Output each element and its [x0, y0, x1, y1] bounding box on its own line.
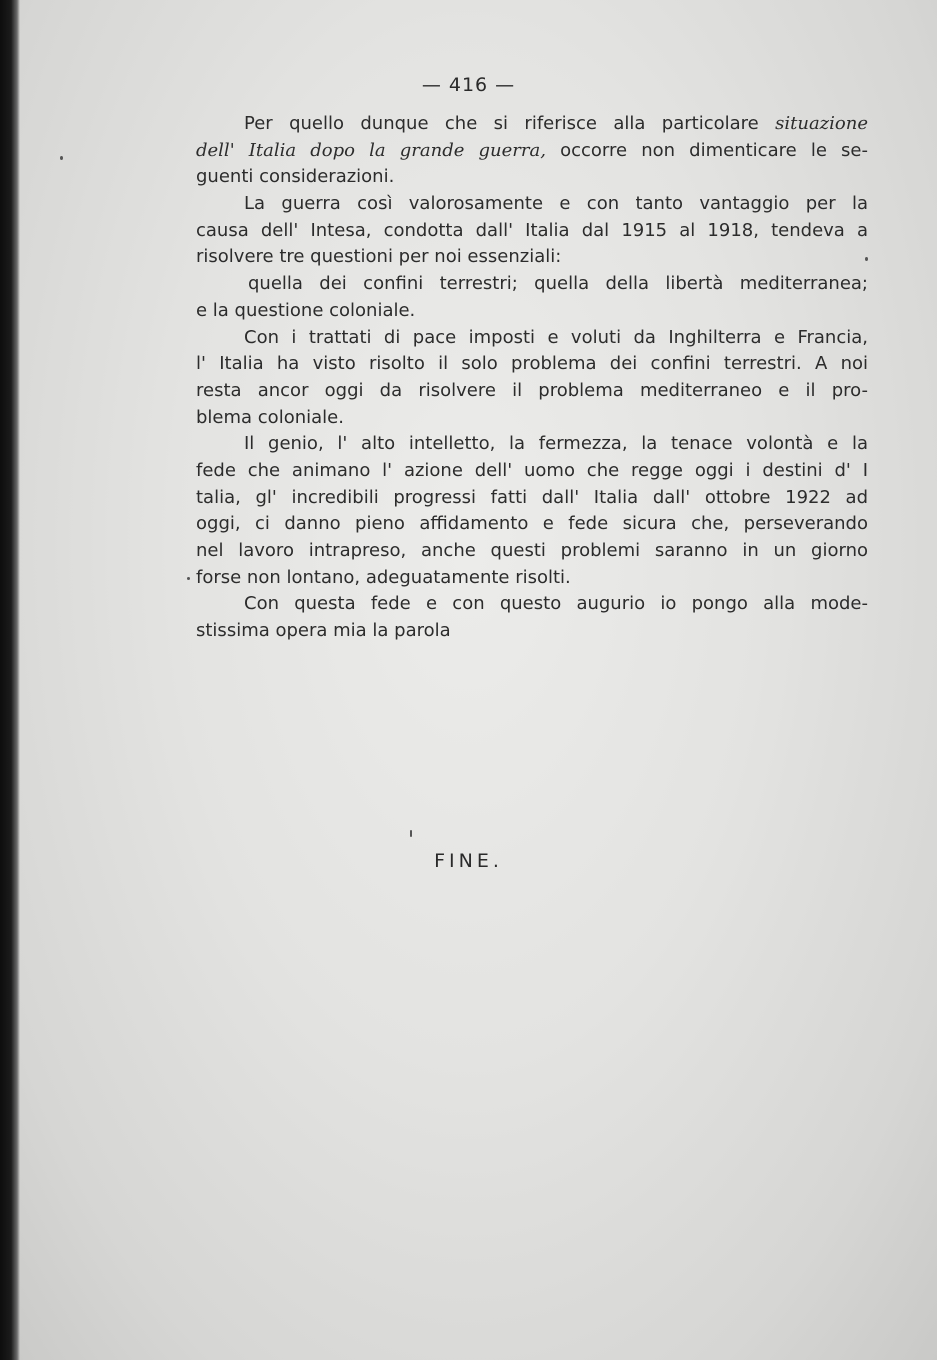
- fine-heading: FINE.: [434, 850, 503, 872]
- scan-speck: [60, 156, 63, 160]
- text-line: guenti considerazioni.: [196, 166, 395, 188]
- text-line: blema coloniale.: [196, 406, 344, 428]
- text-line: risolvere tre questioni per noi essenziali:: [196, 246, 562, 268]
- text-line: causa dell' Intesa, condotta dall' Italia dal 1915 al 1918, tendeva a: [196, 219, 868, 241]
- text-line: forse non lontano, adeguatamente risolti.: [196, 566, 571, 588]
- text-line: quella dei confini terrestri; quella della libertà mediterranea;: [248, 273, 868, 295]
- text-line: talia, gl' incredibili progressi fatti dall' Italia dall' ottobre 1922 ad: [196, 486, 868, 508]
- scan-speck: [187, 577, 190, 580]
- text-line: stissima opera mia la parola: [196, 620, 451, 642]
- text-line: Il genio, l' alto intelletto, la fermezza, la tenace volontà e la: [244, 433, 868, 455]
- scan-binding-shadow: [0, 0, 20, 1360]
- text-line: l' Italia ha visto risolto il solo problema dei confini terrestri. A noi: [196, 353, 868, 375]
- text-line: Per quello dunque che si riferisce alla particolare situazione: [244, 113, 868, 134]
- text-line: La guerra così valorosamente e con tanto vantaggio per la: [244, 193, 868, 215]
- text-line: Con questa fede e con questo augurio io pongo alla mode-: [244, 593, 868, 615]
- body-text: [196, 111, 868, 645]
- text-line: oggi, ci danno pieno affidamento e fede sicura che, perseverando: [196, 513, 868, 535]
- text-line: dell' Italia dopo la grande guerra, occorre non dimenticare le se-: [196, 139, 868, 161]
- text-line: e la questione coloniale.: [196, 299, 416, 321]
- page-number: — 416 —: [421, 74, 516, 96]
- text-line: resta ancor oggi da risolvere il problema mediterraneo e il pro-: [196, 379, 868, 401]
- text-line: Con i trattati di pace imposti e voluti da Inghilterra e Francia,: [244, 326, 868, 348]
- text-line: nel lavoro intrapreso, anche questi problemi saranno in un giorno: [196, 540, 868, 561]
- scan-speck: [865, 257, 868, 261]
- text-line: fede che animano l' azione dell' uomo che regge oggi i destini d' I: [196, 459, 868, 481]
- scan-speck: [410, 830, 412, 837]
